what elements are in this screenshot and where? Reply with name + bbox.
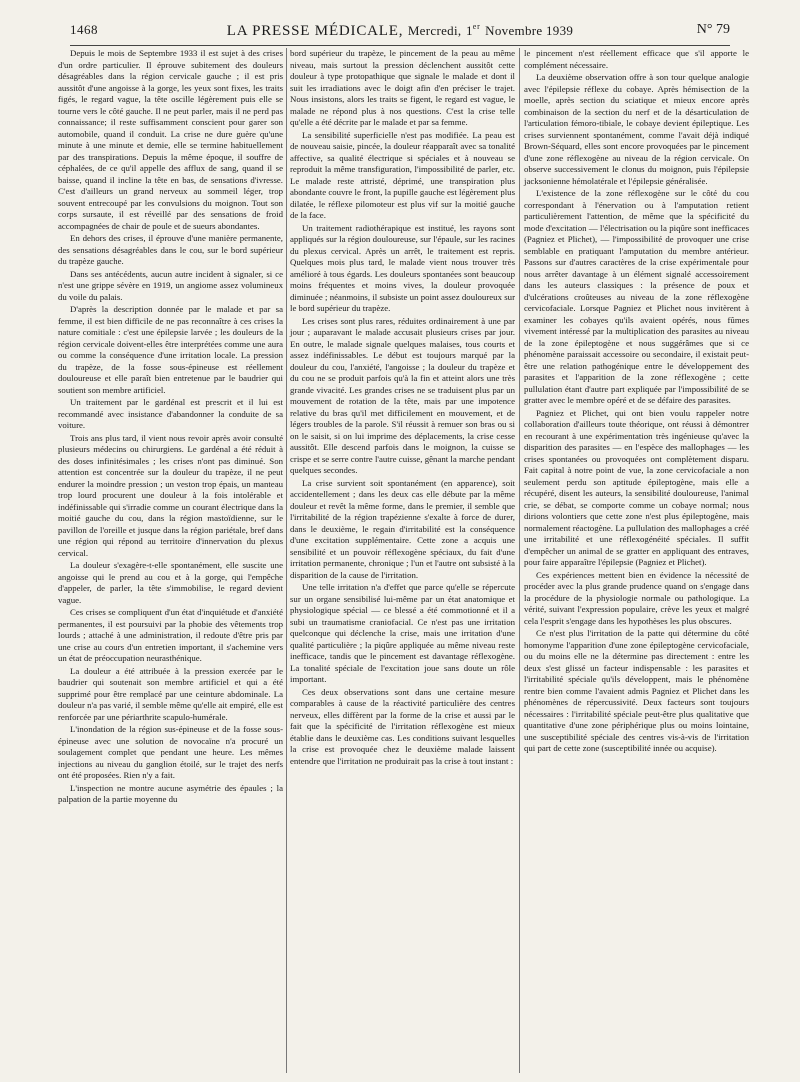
paragraph: Trois ans plus tard, il vient nous revoir après avoir consulté plusieurs médecins ou chirurgiens. Le gardénal a été réduit à des doses infinitésimales ; les crises n'ont pas diminué. Son attention est concentrée sur la douleur du trapèze, il ne peut endurer la moindre pression ; un veston trop épais, un manteau trop lourd procurent une douleur à la fois intolérable et indéfinissable qui s'irradie comme un courant électrique dans la moitié gauche du cou, dans la région mastoïdienne, sur le pavillon de l'oreille et jusque dans la région pariétale, bref dans une région qui répond au territoire d'innervation du plexus cervical. [58,432,283,558]
paragraph: Une telle irritation n'a d'effet que parce qu'elle se répercute sur un organe sensibilisé lui-même par un état anatomique et physiologique spécial — ce blessé a été commotionné et il a subi un traumatisme craniofacial. Ce n'est pas une irritation quelconque qui déclenche la crise, mais une irritation d'une qualité particulière ; la piqûre appliquée au même niveau reste inefficace, tandis que le pincement est davantage réflexogène. La tonalité spéciale de l'excitation joue sans doute un rôle important. [290,582,515,684]
issue-month-year: Novembre 1939 [485,23,574,38]
paragraph: La deuxième observation offre à son tour quelque analogie avec l'épilepsie réflexe du cobaye. Après hémisection de la moelle, après section du sciatique et mieux encore après combinaison de la section du nerf et de la désarticulation de l'articulation fémoro-tibiale, le cobaye devient épileptique. Les crises surviennent spontanément, comme l'avait déjà indiqué Brown-Séquard, elles sont encore provoquées par le pincement d'une zone réflexogène au niveau de la région cervicale. On observe successivement le clonus du moignon, puis l'épilepsie jacksonienne hémolatérale et l'épilepsie généralisée. [524,72,749,186]
issue-date-suffix: er [472,22,481,31]
text-column-3 [524,48,749,756]
paragraph: D'après la description donnée par le malade et par sa femme, il est bien difficile de ne pas reconnaître à ces crises la nature comitiale : c'est une épilepsie larvée ; les douleurs de la région cervicale doivent-elles être interprétées comme une aura ou comme la conséquence d'une irritation locale. La pression du trapèze, de la fosse sous-épineuse est réellement douloureuse et elle paraît bien entretenue par le baudrier qui soutient son membre artificiel. [58,304,283,395]
page-header [70,22,730,42]
paragraph: Ces crises se compliquent d'un état d'inquiétude et d'anxiété permanentes, il est poursuivi par la phobie des vêtements trop lourds ; attaché à une administration, il redoute d'être pris par une crise au cours d'un entretien important, il s'achemine vers un état de préoccupation neurasthénique. [58,607,283,663]
paragraph: En dehors des crises, il éprouve d'une manière permanente, des sensations désagréables dans le cou, sur le bord supérieur du trapèze gauche. [58,233,283,266]
paragraph: Ces deux observations sont dans une certaine mesure comparables à cause de la réactivité particulière des centres nerveux, elles diffèrent par la forme de la crise et aussi par le fait que la spécificité de l'irritation réflexogène est mieux établie dans le deuxième cas. Les conditions suivant lesquelles la crise est provoquée chez le deuxième malade laissent entendre que l'irritation ne produirait pas la crise à tout instant : [290,686,515,766]
header-rule [70,45,730,46]
column-divider [286,48,287,1073]
paragraph: Un traitement par le gardénal est prescrit et il lui est recommandé avec insistance d'abandonner la conduite de sa voiture. [58,397,283,430]
column-divider [519,48,520,1073]
paragraph: La douleur a été attribuée à la pression exercée par le baudrier qui soutenait son membre artificiel et qui a été supprimé pour être remplacé par une ceinture abdominale. La douleur n'a pas varié, il semble même qu'elle ait empiré, elle est renforcée par une périarthrite scapulo-humérale. [58,665,283,722]
paragraph: bord supérieur du trapèze, le pincement de la peau au même niveau, mais surtout la pression déclenchent aussitôt cette douleur à type protopathique que signale le malade et dont il suit les irradiations avec le doigt afin d'en préciser le trajet. Nous insistons, alors les traits se figent, le regard est vague, le malade ne répond plus à nos questions. C'est la crise telle qu'elle a été décrite par le malade et par sa femme. [290,48,515,127]
paragraph: L'inondation de la région sus-épineuse et de la fosse sous-épineuse avec une solution de novocaïne n'a procuré un soulagement complet que pendant une heure. Les mêmes injections au niveau du ganglion étoilé, sur le trajet des nerfs ont été proposées. Rien n'y a fait. [58,724,283,780]
paragraph: Les crises sont plus rares, réduites ordinairement à une par jour ; auparavant le malade accusait plusieurs crises par jour. En outre, le malade signale quelques malaises, tous courts et assez indéfinissables. Le début est toujours marqué par la douleur du cou, l'anxiété, l'angoisse ; la douleur du trapèze et du cou ne se produit parfois qu'à la fin et atteint alors une très grande vivacité. Les grandes crises ne se traduisent plus par un mouvement de rotation de la tête, mais par une impotence relative du bras qu'il met difficilement en mouvement, et de légers troubles de la parole. S'il réussit à remuer son bras ou si on le saisit, si on lui imprime des déplacements, la crise cesse aussitôt. Elle descend parfois dans le moignon, la cuisse se crispe et se serre contre l'autre cuisse, gênant la marche pendant quelques secondes. [290,315,515,475]
paragraph: Ces expériences mettent bien en évidence la nécessité de procéder avec la plus grande prudence quand on s'engage dans la procédure de la physiologie normale ou pathologique. La vérité, suivant l'expression populaire, crève les yeux et malgré cela l'esprit s'engage dans les hypothèses les plus obscures. [524,569,749,626]
issue-number: N° 79 [696,22,730,37]
paragraph: La sensibilité superficielle n'est pas modifiée. La peau est de nouveau saisie, pincée, la douleur réapparaît avec sa tonalité affective, sa qualité électrique si spéciales et à nouveau se reproduit la même transfiguration, l'impossibilité de parler, etc. Le malade reste attristé, déprimé, une transpiration plus abondante couvre le front, la pupille gauche est légèrement plus dilatée, le réflexe pilomoteur est plus vif sur la moitié gauche de la face. [290,129,515,220]
paragraph: Un traitement radiothérapique est institué, les rayons sont appliqués sur la région douloureuse, sur l'épaule, sur les racines du plexus cervical. Après un arrêt, le traitement est repris. Quelques mois plus tard, le malade vient nous trouver très amélioré à tous égards. Les douleurs spontanées sont beaucoup moins fréquentes et moins vives, la douleur provoquée diminuée ; néanmoins, il subsiste un point assez douloureux sur le bord supérieur du trapèze. [290,222,515,313]
masthead [70,22,730,40]
issue-day: Mercredi, [407,23,462,38]
paragraph: La douleur s'exagère-t-elle spontanément, elle suscite une angoisse qui le prend au cou et à la gorge, qui l'empêche d'appeler, de parler, la tête s'immobilise, le regard devient vague. [58,560,283,605]
page-number: 1468 [70,22,98,37]
text-column-1 [58,48,283,807]
paragraph: La crise survient soit spontanément (en apparence), soit accidentellement ; dans les deux cas elle débute par la même douleur et revêt la même forme, dans le premier, il semble que l'irritabilité de la région trapézienne s'exalte à force de durer, dans le deuxième, le regain d'irritabilité est la conséquence d'une excitation supplémentaire. Cette zone a acquis une sensibilité et un pouvoir réflexogène spéciaux, du fait d'une irritation permanente, chronique ; l'un et l'autre ont subsisté à la disparition de la cause de l'irritation. [290,477,515,580]
paragraph: Pagniez et Plichet, qui ont bien voulu rappeler notre collaboration d'ailleurs toute théorique, ont réussi à démontrer en recourant à une expérimentation très ingénieuse qu'avec la disparition des parasites — en l'espèce des mallophages — les crises spontanées ou provoquées ont complètement disparu. Fait capital à notre point de vue, la zone cervicofaciale a non seulement perdu son aptitude épileptogène, mais elle a récupéré, disent les auteurs, la sensibilité douloureuse, l'animal crie, se débat, se comporte comme un cobaye normal; nous dirions volontiers que cette zone n'est plus épileptogène, mais normalement réactogène. La pullulation des mallophages a créé une irritabilité et une réflexogénéité spéciales. Il suffit d'empêcher un animal de se gratter en appliquant des entraves, pour faire apparaître l'épilepsie (Pagniez et Plichet). [524,407,749,567]
paragraph: le pincement n'est réellement efficace que s'il apporte le complément nécessaire. [524,48,749,70]
paragraph: Ce n'est plus l'irritation de la patte qui détermine du côté homonyme l'apparition d'une zone épileptogène cervicofaciale, ou du moins elle ne la détermine pas directement : entre les deux s'est glissé un facteur indispensable : les parasites et l'irritabilité spéciale qu'ils développent, mais le phénomène rentre bien comme l'avaient admis Pagniez et Plichet dans les phénomènes de répercussivité. Deux facteurs sont toujours nécessaires : l'irritabilité spéciale peut-être plus qualitative que quantitative d'une zone périphérique plus ou moins lointaine, une susceptibilité spéciale des centres vis-à-vis de l'irritation qui part de cette zone (susceptibilité innée ou acquise). [524,628,749,753]
paragraph: L'existence de la zone réflexogène sur le côté du cou correspondant à l'énervation ou à l'amputation retient particulièrement l'attention, de même que la spécificité du mode d'excitation — l'électrisation ou la piqûre sont inefficaces (Pagniez et Plichet), — l'impossibilité de provoquer une crise semblable en pratiquant l'amputation du membre antérieur. Passons sur d'autres caractères de la crise expérimentale pour nous arrêter davantage à un élément signalé accessoirement dans les auteurs classiques : la présence de poux et d'ulcérations croûteuses au niveau de la zone réflexogène cervicofaciale. Lorsque Pagniez et Plichet nous invitèrent à examiner les cobayes qu'ils avaient opérés, nous fûmes vivement intéressé par la multiplication des parasites au niveau de la zone épileptogène et nous suggérâmes que si ce phénomène paraissait accessoire ou secondaire, il existait peut-être une relation pathogénique entre le développement des parasites et l'apparition de la zone réflexogène ; cette pullulation étant d'autre part expliquée par l'impossibilité de se gratter avec le membre opéré et de se défaire des parasites. [524,188,749,405]
paragraph: Dans ses antécédents, aucun autre incident à signaler, si ce n'est une grippe sévère en 1919, un angiome assez volumineux du voile du palais. [58,268,283,302]
paragraph: Depuis le mois de Septembre 1933 il est sujet à des crises d'un ordre particulier. Il éprouve subitement des douleurs désagréables dans la région cervicale gauche ; il est pris aussitôt d'une angoisse à la gorge, les yeux sont fixes, les traits figés, le regard vague, la tête oscille légèrement puis elle se tourne vers le côté gauche. Il ne peut parler, mais il ne perd pas connaissance; il reste suffisamment conscient pour garer son automobile, quand il conduit. La crise ne dure guère qu'une minute à une minute et demie, elle se termine habituellement par des transpirations. Depuis la même époque, il souffre de céphalées, de ce qu'il appelle des afflux de sang, quand il se baisse, quand il incline la tête en bas, de sensations d'ivresse. C'est d'ailleurs un grand nerveux au sommeil léger, trop souvent entrecoupé par les convulsions du moignon. Tout son corps sursaute, il est réveillé par des sensations de froid accompagnées de chair de poule et de sueurs abondantes. [58,48,283,231]
text-column-2 [290,48,515,768]
issue-date-number: 1 [465,23,473,38]
journal-title: LA PRESSE MÉDICALE, [226,23,404,39]
paragraph: L'inspection ne montre aucune asymétrie des épaules ; la palpation de la partie moyenne du [58,782,283,804]
